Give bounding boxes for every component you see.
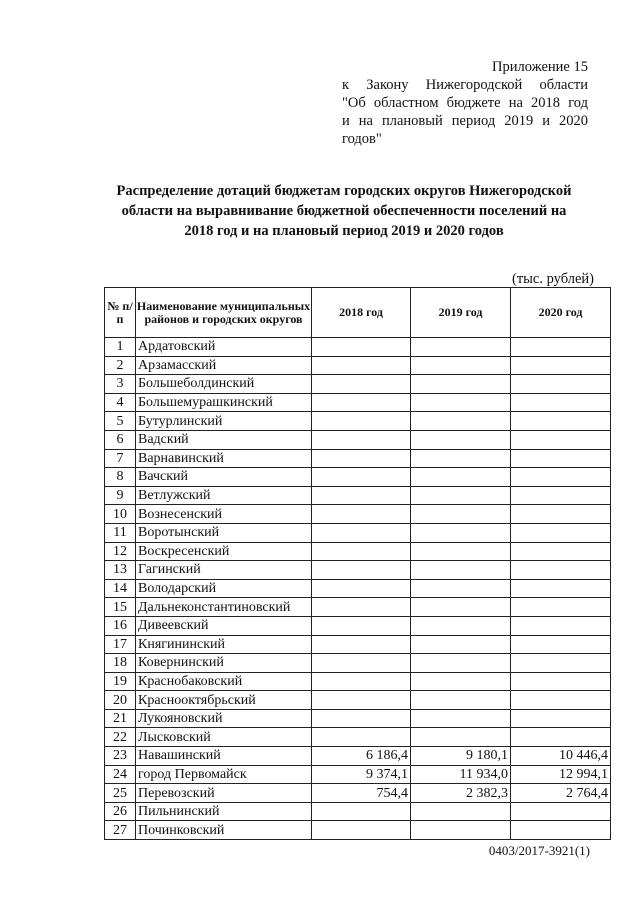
row-number: 8 [105,468,136,487]
header-2019: 2019 год [411,288,511,338]
table-row [105,672,611,691]
table-row [105,709,611,728]
table-row [105,338,611,357]
row-value-2019 [411,356,511,375]
row-value-2019 [411,449,511,468]
row-municipality-name: Лукояновский [136,709,312,728]
table-row [105,784,611,803]
table-row [105,449,611,468]
row-value-2020 [511,802,611,821]
header-2020: 2020 год [511,288,611,338]
row-value-2019 [411,802,511,821]
row-value-2019 [411,728,511,747]
row-value-2020 [511,505,611,524]
table-row [105,598,611,617]
row-value-2019 [411,430,511,449]
row-value-2020 [511,654,611,673]
row-value-2018 [312,412,411,431]
row-number: 4 [105,393,136,412]
appendix-law-title-line: и на плановый период 2019 и 2020 [342,113,588,129]
row-value-2020 [511,579,611,598]
row-number: 18 [105,654,136,673]
table-row [105,579,611,598]
row-value-2020 [511,486,611,505]
row-value-2020 [511,616,611,635]
row-number: 10 [105,505,136,524]
appendix-block [342,58,588,148]
table-row [105,430,611,449]
row-value-2020 [511,375,611,394]
table-row [105,616,611,635]
row-value-2019 [411,654,511,673]
row-value-2020 [511,449,611,468]
row-number: 24 [105,765,136,784]
row-number: 20 [105,691,136,710]
row-number: 23 [105,747,136,766]
table-row [105,486,611,505]
row-number: 26 [105,802,136,821]
row-number: 25 [105,784,136,803]
row-value-2019 [411,672,511,691]
row-value-2020 [511,598,611,617]
row-value-2019 [411,709,511,728]
row-value-2020 [511,821,611,840]
row-number: 12 [105,542,136,561]
row-number: 3 [105,375,136,394]
row-value-2019 [411,598,511,617]
row-municipality-name: Дивеевский [136,616,312,635]
title-line: 2018 год и на плановый период 2019 и 2020 годов [184,223,504,239]
row-municipality-name: Княгининский [136,635,312,654]
row-value-2018 [312,616,411,635]
row-value-2019 [411,338,511,357]
row-number: 21 [105,709,136,728]
appendix-law-title-line: годов" [342,131,382,147]
table-row [105,765,611,784]
row-municipality-name: Ардатовский [136,338,312,357]
row-value-2019 [411,505,511,524]
row-municipality-name: Володарский [136,579,312,598]
row-municipality-name: Вадский [136,430,312,449]
title-line: области на выравнивание бюджетной обеспеченности поселений на [121,203,567,219]
row-municipality-name: Ветлужский [136,486,312,505]
row-municipality-name: Ковернинский [136,654,312,673]
row-value-2018 [312,486,411,505]
row-value-2018 [312,561,411,580]
row-value-2019 [411,412,511,431]
table-row [105,393,611,412]
row-value-2020: 10 446,4 [511,747,611,766]
row-number: 17 [105,635,136,654]
appendix-law-line: к Закону Нижегородской области [342,77,588,93]
row-value-2018 [312,802,411,821]
header-name: Наименование муниципальных районов и городских округов [136,288,312,338]
row-value-2018 [312,356,411,375]
row-value-2020 [511,635,611,654]
table-row [105,505,611,524]
table-row [105,375,611,394]
header-2018: 2018 год [312,288,411,338]
row-value-2018 [312,579,411,598]
row-number: 22 [105,728,136,747]
row-value-2018 [312,709,411,728]
row-value-2018 [312,654,411,673]
row-municipality-name: Арзамасский [136,356,312,375]
table-row [105,635,611,654]
row-municipality-name: Вознесенский [136,505,312,524]
row-value-2020 [511,523,611,542]
row-value-2018 [312,523,411,542]
row-value-2019 [411,375,511,394]
table-row [105,728,611,747]
table-row [105,561,611,580]
table-row [105,542,611,561]
row-value-2020 [511,561,611,580]
row-municipality-name: Починковский [136,821,312,840]
row-value-2020 [511,542,611,561]
row-value-2018 [312,598,411,617]
row-number: 14 [105,579,136,598]
row-value-2018 [312,821,411,840]
row-number: 19 [105,672,136,691]
table-row [105,412,611,431]
row-value-2020 [511,338,611,357]
table-row [105,654,611,673]
appendix-number: Приложение 15 [492,59,588,75]
row-municipality-name: город Первомайск [136,765,312,784]
row-municipality-name: Краснобаковский [136,672,312,691]
row-value-2020 [511,709,611,728]
row-number: 5 [105,412,136,431]
appendix-law-title-line: "Об областном бюджете на 2018 год [342,95,588,111]
row-value-2020 [511,393,611,412]
row-value-2020 [511,430,611,449]
row-municipality-name: Навашинский [136,747,312,766]
document-code: 0403/2017-3921(1) [488,843,590,858]
row-value-2018 [312,338,411,357]
row-municipality-name: Воскресенский [136,542,312,561]
row-municipality-name: Варнавинский [136,449,312,468]
table-header-row [105,288,611,338]
row-value-2019 [411,542,511,561]
row-value-2019 [411,635,511,654]
title-line: Распределение дотаций бюджетам городских округов Нижегородской [116,183,572,199]
header-number: № п/п [105,288,136,338]
row-value-2018 [312,728,411,747]
row-number: 15 [105,598,136,617]
row-number: 9 [105,486,136,505]
row-municipality-name: Лысковский [136,728,312,747]
row-municipality-name: Перевозский [136,784,312,803]
row-municipality-name: Вачский [136,468,312,487]
row-value-2018 [312,430,411,449]
row-value-2019: 2 382,3 [411,784,511,803]
row-value-2020 [511,356,611,375]
row-value-2019 [411,393,511,412]
units-label: (тыс. рублей) [512,271,594,287]
table-row [105,747,611,766]
row-value-2018 [312,672,411,691]
row-value-2019 [411,821,511,840]
row-value-2018 [312,449,411,468]
table-row [105,468,611,487]
row-value-2018 [312,468,411,487]
row-municipality-name: Воротынский [136,523,312,542]
row-number: 1 [105,338,136,357]
row-municipality-name: Краснооктябрьский [136,691,312,710]
row-municipality-name: Бутурлинский [136,412,312,431]
subsidies-table [104,287,611,840]
row-value-2019 [411,468,511,487]
row-value-2018: 6 186,4 [312,747,411,766]
table-row [105,802,611,821]
row-value-2020 [511,691,611,710]
row-value-2019 [411,561,511,580]
row-value-2019 [411,486,511,505]
row-number: 7 [105,449,136,468]
row-value-2019 [411,616,511,635]
row-number: 2 [105,356,136,375]
row-value-2019: 11 934,0 [411,765,511,784]
row-municipality-name: Большеболдинский [136,375,312,394]
row-value-2018 [312,635,411,654]
row-value-2020 [511,672,611,691]
row-municipality-name: Пильнинский [136,802,312,821]
row-number: 13 [105,561,136,580]
row-number: 11 [105,523,136,542]
table-row [105,821,611,840]
row-value-2020 [511,728,611,747]
row-value-2020: 12 994,1 [511,765,611,784]
row-value-2018 [312,505,411,524]
row-value-2019 [411,523,511,542]
row-value-2018: 754,4 [312,784,411,803]
row-value-2018 [312,542,411,561]
row-number: 16 [105,616,136,635]
row-municipality-name: Дальнеконстантиновский [136,598,312,617]
document-title [80,181,608,241]
row-value-2020 [511,412,611,431]
row-value-2018: 9 374,1 [312,765,411,784]
row-value-2019: 9 180,1 [411,747,511,766]
row-value-2018 [312,691,411,710]
row-value-2018 [312,375,411,394]
table-row [105,356,611,375]
row-value-2018 [312,393,411,412]
row-number: 27 [105,821,136,840]
row-municipality-name: Гагинский [136,561,312,580]
table-row [105,691,611,710]
table-row [105,523,611,542]
row-value-2019 [411,691,511,710]
row-number: 6 [105,430,136,449]
row-value-2020: 2 764,4 [511,784,611,803]
row-municipality-name: Большемурашкинский [136,393,312,412]
row-value-2020 [511,468,611,487]
row-value-2019 [411,579,511,598]
